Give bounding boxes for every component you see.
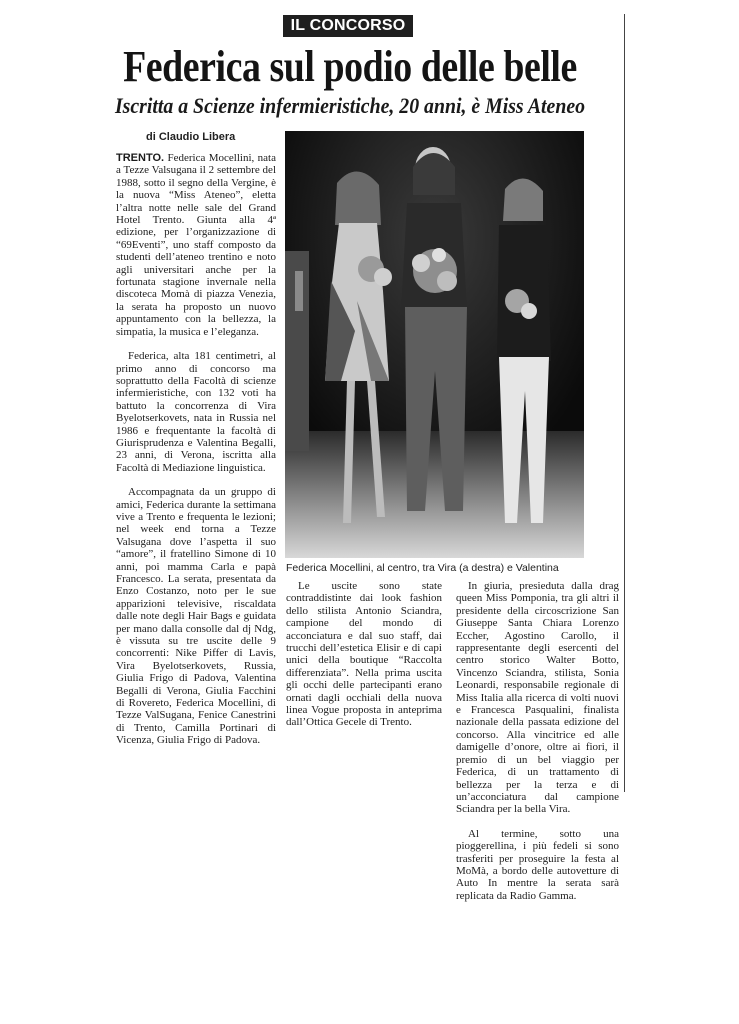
byline: di Claudio Libera bbox=[146, 131, 236, 143]
paragraph-1 bbox=[116, 152, 276, 338]
dateline: TRENTO. bbox=[116, 152, 165, 164]
article-column-left bbox=[116, 152, 276, 747]
column-rule bbox=[624, 14, 625, 792]
headline: Federica sul podio delle belle bbox=[123, 42, 577, 91]
paragraph-4: Le uscite sono state contraddistinte dai look fashion dello stilista Antonio Sciandra, campione del mondo di acconciatura e dal suo staff, dai trucchi dell’estetica Elisir e di capi unici della boutique “Raccolta differenziata”. Nella prima uscita gli occhi delle partecipanti erano ornati dagli occhiali della nuova linea Vogue proposta in anteprima dall’Ottica Gecele di Trento. bbox=[286, 580, 442, 729]
article-column-right bbox=[456, 580, 619, 902]
paragraph-2: Federica, alta 181 centimetri, al primo anno di concorso ma soprattutto della Facoltà di scienze infermieristiche, con 132 voti ha battuto la concorrenza di Vira Byelotserkovets, nata in Russia nel 1986 e frequentante la facoltà di Giurisprudenza e Valentina Begalli, 23 anni, di Verona, iscritta alla Facoltà di Mediazione linguistica. bbox=[116, 350, 276, 474]
photo-illustration bbox=[285, 131, 584, 558]
paragraph-5: In giuria, presieduta dalla drag queen Miss Pomponia, tra gli altri il presidente della circoscrizione San Giuseppe Santa Chiara Lorenzo Eccher, Agostino Carollo, il rappresentante degli esercenti del centro storico Walter Botto, Vincenzo Sciandra, stilista, Sonia Leonardi, responsabile regionale di Miss Italia alla ricerca di volti nuovi e Francesca Pasqualini, finalista nazionale della passata edizione del concorso. Alla vincitrice ed alle damigelle d’onore, oltre ai fiori, il premio di un bel viaggio per Federica, di un trattamento di bellezza per la terza e di un’acconciatura dal campione Sciandra per la bella Vira. bbox=[456, 580, 619, 816]
paragraph-3: Accompagnata da un gruppo di amici, Federica durante la settimana vive a Trento e frequenta le lezioni; nel week end torna a Tezze Valsugana dove l’aspetta il suo “amore”, il fratellino Simone di 10 anni, poi mamma Carla e papà Francesco. La serata, presentata da Enzo Costanzo, noto per le sue apparizioni televisive, riscaldata dalle note degli Hair Bags e guidata per mano dalla consolle dal dj Ndg, è vissuta su tre uscite delle 9 concorrenti: Nike Piffer di Lavis, Vira Byelotserkovets, Russia, Giulia Frigo di Padova, Valentina Begalli di Verona, Giulia Facchini di Rovereto, Federica Mocellini, di Tezze ValSugana, Fenice Canestrini di Trento, Camilla Portinari di Vicenza, Giulia Frigo di Padova. bbox=[116, 486, 276, 747]
article-column-middle bbox=[286, 580, 442, 729]
photo-caption: Federica Mocellini, al centro, tra Vira (a destra) e Valentina bbox=[286, 562, 559, 574]
paragraph-1-text: Federica Mocellini, nata a Tezze Valsugana il 2 settembre del 1988, sotto il segno della Vergine, è la nuova “Miss Ateneo”, eletta l’altra notte nelle sale del Grand Hotel Trento. Giunta alla 4ª edizione, per l’organizzazione di “69Eventi”, uno staff composto da studenti dell’ateneo trentino e noto agli universitari anche per la fortunata stagione invernale nella discoteca Momà di piazza Venezia, la serata ha proposto un nuovo appuntamento con la bellezza, la simpatia, la musica e l’eleganza. bbox=[116, 152, 276, 338]
rubric-box bbox=[283, 15, 413, 39]
rubric-label: IL CONCORSO bbox=[283, 15, 413, 37]
article-photo bbox=[285, 131, 584, 558]
subheadline: Iscritta a Scienze infermieristiche, 20 anni, è Miss Ateneo bbox=[114, 93, 586, 118]
paragraph-6: Al termine, sotto una pioggerellina, i più fedeli si sono trasferiti per proseguire la festa al MoMà, a bordo delle autovetture di Auto In mentre la serata sarà replicata da Radio Gamma. bbox=[456, 827, 619, 902]
